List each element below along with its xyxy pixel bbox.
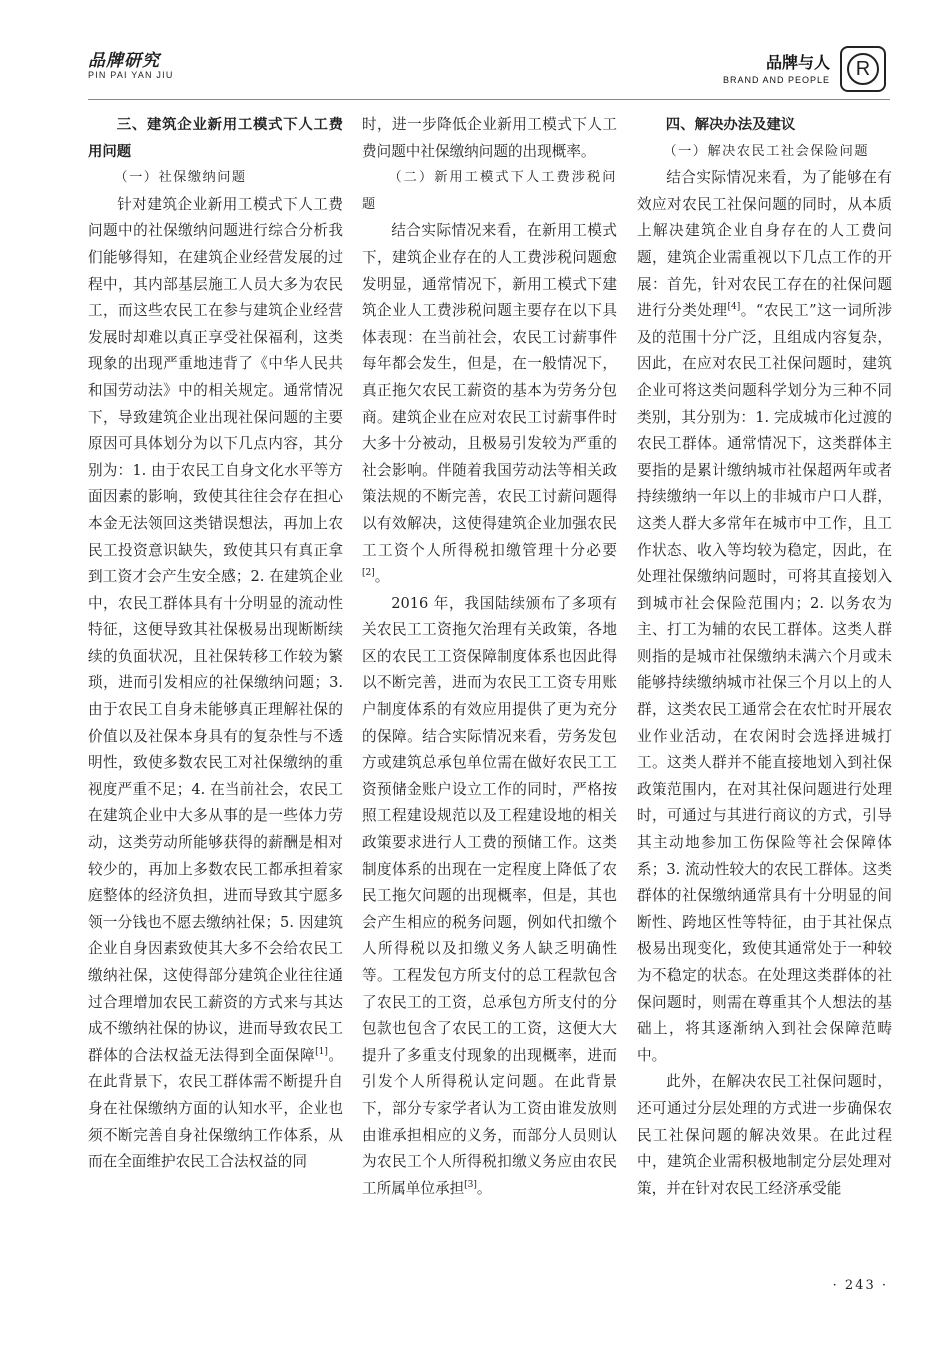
page-number: · 243 · (832, 1278, 888, 1293)
paragraph (362, 218, 617, 590)
logo-letter: R (847, 53, 879, 85)
subsection-heading: （二）新用工模式下人工费涉税问题 (362, 170, 617, 212)
subsection-heading: （一）社保缴纳问题 (114, 170, 247, 186)
paragraph-text: 。 (374, 568, 390, 586)
column-1 (88, 112, 343, 1176)
citation-ref: [3] (464, 1179, 477, 1190)
paragraph: 此外，在解决农民工社保问题时，还可通过分层处理的方式进一步确保农民工社保问题的解决效果。在此过程中，建筑企业需积极地制定分层处理对策，并在针对农民工经济承受能 (637, 1073, 892, 1197)
citation-ref: [1] (315, 1046, 328, 1057)
paragraph-text: 针对建筑企业新用工模式下人工费问题中的社保缴纳问题进行综合分析我们能够得知，在建筑企业经营发展的过程中，其内部基层施工人员大多为农民工，而这些农民工在参与建筑企业经营发展时却难以真正享受社保福利，这类现象的出现严重地违背了《中华人民共和国劳动法》中的相关规定。通常情况下，导致建筑企业出现社保问题的主要原因可具体划分为以下几点内容，其分别为：1. 由于农民工自身文化水平等方面因素的影响，致使其往往会存在担心本金无法领回这类错误想法，再加上农民工投资意识缺失，致使其只有真正拿到工资才会产生安全感；2. 在建筑企业中，农民工群体具有十分明显的流动性特征，这便导致其社保极易出现断断续续的负面状况，且社保转移工作较为繁琐，进而引发相应的社保缴纳问题；3. 由于农民工自身未能够真正理解社保的价值以及社保本身具有的复杂性与不透明性，致使多数农民工对社保缴纳的重视度严重不足；4. 在当前社会，农民工在建筑企业中大多从事的是一些体力劳动，这类劳动所能够获得的薪酬是相对较少的，再加上多数农民工都承担着家庭整体的经济负担，进而导致其宁愿多领一分钱也不愿去缴纳社保；5. 因建筑企业自身因素致使其大多不会给农民工缴纳社保，这使得部分建筑企业往往通过合理增加农民工薪资的方式来与其达成不缴纳社保的协议，进而导致农民工群体的合法权益无法得到全面保障 (88, 195, 343, 1064)
column-3 (637, 112, 892, 1202)
paragraph-text: 。“农民工”这一词所涉及的范围十分广泛，且组成内容复杂，因此，在应对农民工社保问题时，建筑企业可将这类问题科学划分为三种不同类别，其分别为：1. 完成城市化过渡的农民工群体。通常情况下，这类群体主要指的是累计缴纳城市社保超两年或者持续缴纳一年以上的非城市户口人群，这类人群大多常年在城市中工作，且工作状态、收入等均较为稳定，因此，在处理社保缴纳问题时，可将其直接划入到城市社会保险范围内；2. 以务农为主、打工为辅的农民工群体。这类人群则指的是城市社保缴纳未满六个月或未能够持续缴纳城市社保三个月以上的人群，这类农民工通常会在农忙时开展农业作业活动，在农闲时会选择进城打工。这类人群并不能直接地划入到社保政策范围内，在对其社保问题进行处理时，可通过与其进行商议的方式，引导其主动地参加工伤保险等社会保障体系；3. 流动性较大的农民工群体。这类群体的社保缴纳通常具有十分明显的间断性、跨地区性等特征，由于其社保点极易出现变化，致使其通常处于一种较为不稳定的状态。在处理这类群体的社保问题时，则需在尊重其个人想法的基础上，将其逐渐纳入到社会保障范畴中。 (637, 302, 892, 1064)
paragraph-text: 。在此背景下，农民工群体需不断提升自身在社保缴纳方面的认知水平，企业也须不断完善自身社保缴纳工作体系，从而在全面维护农民工合法权益的同 (88, 1046, 343, 1171)
journal-name-en: BRAND AND PEOPLE (722, 75, 830, 85)
section-4-heading: 四、解决办法及建议 (665, 117, 796, 133)
journal-column-title: 品牌研究 (88, 51, 160, 71)
header-rule (88, 99, 890, 100)
citation-ref: [4] (727, 302, 741, 313)
paragraph-text: 结合实际情况来看，在新用工模式下，建筑企业存在的人工费涉税问题愈发明显，通常情况下，新用工模式下建筑企业人工费涉税问题主要存在以下具体表现：在当前社会，农民工讨薪事件每年都会发生，但是，在一般情况下，真正拖欠农民工薪资的基本为劳务分包商。建筑企业在应对农民工讨薪事件时大多十分被动，且极易引发较为严重的社会影响。伴随着我国劳动法等相关政策法规的不断完善，农民工讨薪问题得以有效解决，这使得建筑企业加强农民工工资个人所得税扣缴管理十分必要 (362, 222, 617, 559)
paragraph (88, 192, 343, 1176)
journal-column-pinyin: PIN PAI YAN JIU (88, 70, 174, 80)
paragraph-text: 。 (476, 1179, 492, 1197)
page-header (88, 42, 888, 102)
journal-name: 品牌与人 (765, 53, 830, 72)
registered-logo-icon (840, 46, 886, 92)
section-3-heading: 三、建筑企业新用工模式下人工费用问题 (88, 117, 343, 160)
citation-ref: [2] (362, 568, 375, 579)
paragraph (637, 165, 892, 1069)
paragraph-text: 结合实际情况来看，为了能够在有效应对农民工社保问题的同时，从本质上解决建筑企业自身存在的人工费问题，建筑企业需重视以下几点工作的开展：首先，针对农民工存在的社保问题进行分类处理 (637, 169, 892, 320)
paragraph-continued: 时，进一步降低企业新用工模式下人工费问题中社保缴纳问题的出现概率。 (362, 116, 617, 160)
paragraph (362, 591, 617, 1203)
paragraph-text: 2016 年，我国陆续颁布了多项有关农民工工资拖欠治理有关政策，各地区的农民工工资保障制度体系也因此得以不断完善，进而为农民工工资专用账户制度体系的有效应用提供了更为充分的保障。结合实际情况来看，劳务发包方或建筑总承包单位需在做好农民工工资预储金账户设立工作的同时，严格按照工程建设规范以及工程建设地的相关政策要求进行人工费的预储工作。这类制度体系的出现在一定程度上降低了农民工拖欠问题的出现概率，但是，其也会产生相应的税务问题，例如代扣缴个人所得税以及扣缴义务人缺乏明确性等。工程发包方所支付的总工程款包含了农民工的工资，总承包方所支付的分包款也包含了农民工的工资，这便大大提升了多重支付现象的出现概率，进而引发个人所得税认定问题。在此背景下，部分专家学者认为工资由谁发放则由谁承担相应的义务，而部分人员则认为农民工个人所得税扣缴义务应由农民工所属单位承担 (362, 594, 617, 1197)
column-2 (362, 112, 617, 1202)
subsection-heading: （一）解决农民工社会保险问题 (663, 143, 870, 159)
